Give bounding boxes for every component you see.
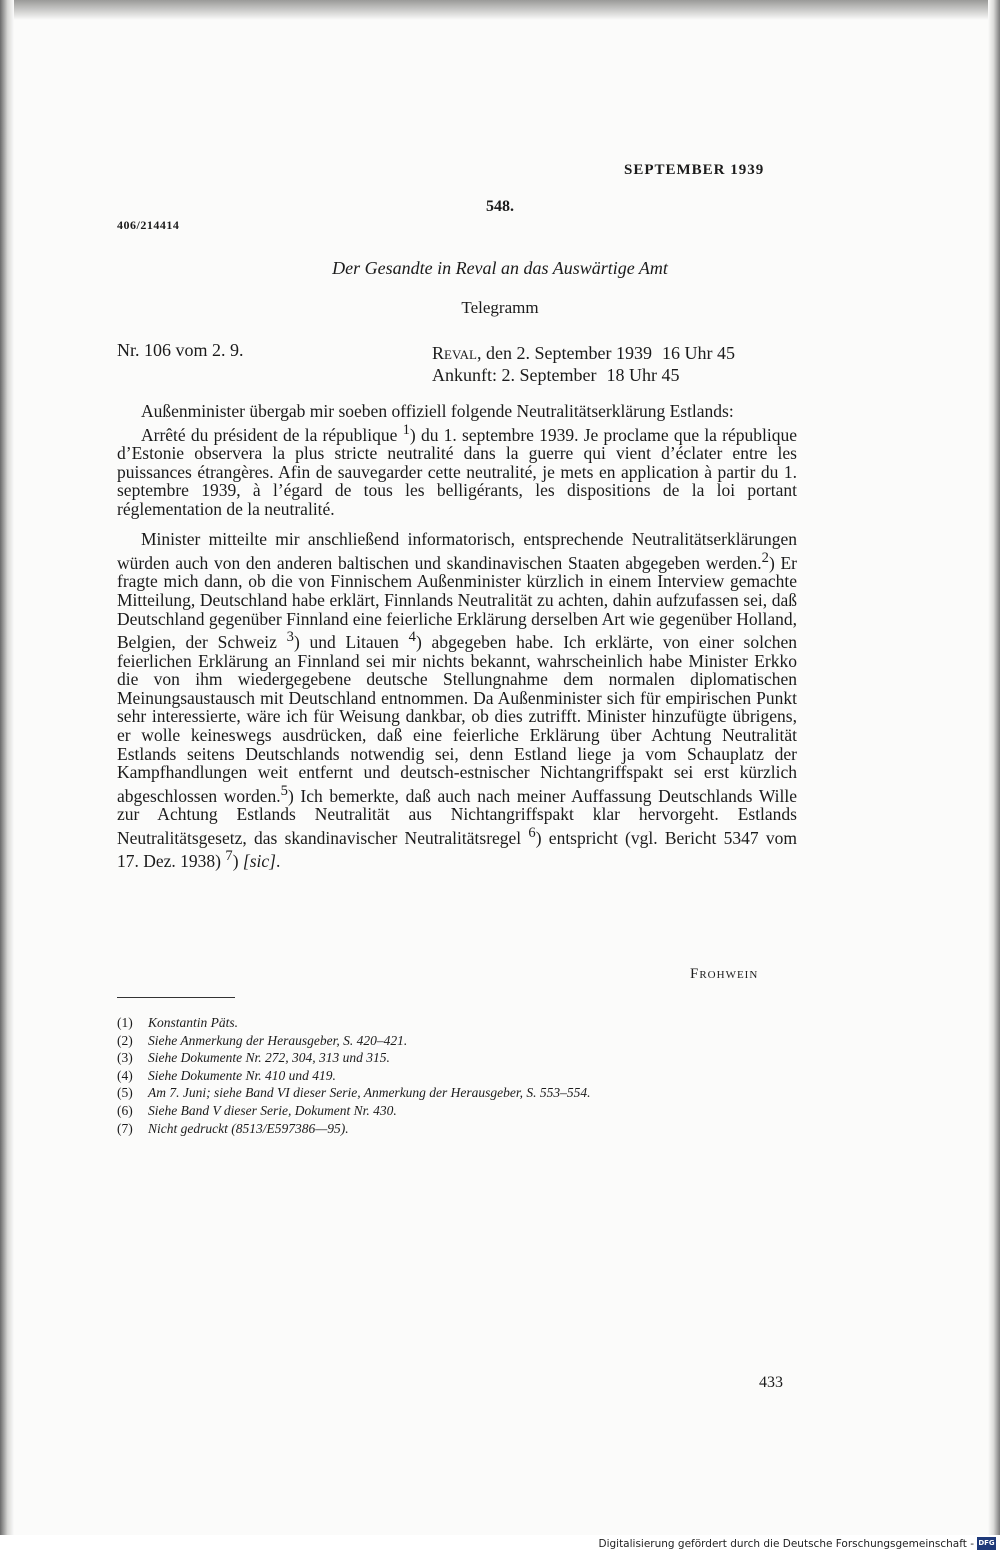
footnote-ref-5: 5 [280, 782, 288, 799]
telegram-number: Nr. 106 vom 2. 9. [117, 340, 244, 360]
dfg-logo-label: DFG [978, 1539, 995, 1547]
paragraph-3-end: . [275, 851, 281, 872]
sent-line [432, 342, 735, 364]
telegram-body [117, 402, 797, 871]
footnote-text: Konstantin Päts. [148, 1015, 239, 1030]
page-number: 433 [759, 1374, 783, 1391]
document-type: Telegramm [461, 298, 539, 317]
footnote-mark: (7) [117, 1120, 133, 1136]
footnote-mark: (3) [117, 1050, 133, 1066]
paragraph-1: Außenminister übergab mir soeben offiziell folgende Neutralitätserklärung Estlands: [141, 401, 734, 421]
scan-shadow-left [0, 0, 14, 1554]
footnote-mark: (2) [117, 1032, 133, 1048]
footnote-divider [117, 997, 235, 998]
paragraph-3-part-f: ) entspricht (vgl. Bericht 5347 vom 17. Dez. 1938) [117, 827, 797, 872]
paragraph-2-part-a: Arrêté du président de la république [141, 424, 403, 445]
footnote-2 [117, 1032, 817, 1050]
arrival-time: 18 Uhr 45 [606, 365, 680, 385]
footnote-ref-2: 2 [761, 549, 769, 566]
footnote-6 [117, 1102, 817, 1120]
footnote-1 [117, 1014, 817, 1032]
footnote-text: Am 7. Juni; siehe Band VI dieser Serie, Anmerkung der Herausgeber, S. 553–554. [148, 1085, 591, 1101]
sic-marker: [sic] [242, 851, 276, 872]
paragraph-3-part-d: ) abgegeben habe. Ich erklärte, von einer solchen feierlichen Erklärung an Finnland sei mir nichts bekannt, wahrscheinlich habe Minister Erkko die von ihm wiedergegebene deutsche Stellungnahme dem normalen diplomatischen Meinungsaustausch mit Deutschland entnommen. Da Außenminister sich für empirischen Punkt sehr interessierte, wäre ich für Weisung dankbar, ob dies zutrifft. Minister hinzufügte übrigens, er wolle keineswegs ausdrücken, daß eine feierliche Erklärung über Achtung Neutralität Estlands seitens Deutschlands notwendig sei, denn Estland liege ja vom Schauplatz der Kampfhandlungen weit entfernt und deutsch-estnischer Nichtangriffspakt sei erst kürzlich abgeschlossen worden. [117, 632, 797, 806]
sent-time: 16 Uhr 45 [661, 343, 735, 363]
footnote-7 [117, 1120, 817, 1138]
paragraph-2-french [117, 421, 797, 519]
paragraph-2-part-b: ) du 1. septembre 1939. Je proclame que la république d’Estonie observera la plus stricte neutralité dans la guerre qui vient d’éclater entre les puissances étrangères. Afin de sauvegarder cette neutralité, je mets en application à partir du 1. septembre 1939, à l’égard de tous les belligérants, les dispositions de la loi portant réglementation de la neutralité. [117, 424, 797, 519]
footnotes [117, 1014, 817, 1137]
footnote-text: Siehe Anmerkung der Herausgeber, S. 420–421. [148, 1032, 408, 1048]
sent-date: , den 2. September 1939 [477, 343, 652, 363]
paragraph-3 [117, 530, 797, 870]
paragraph-3-part-a: Minister mitteilte mir anschließend informatorisch, entsprechende Neutralitätserklärungen würden auch von den anderen baltischen und skandinavischen Staaten abgegeben werden. [117, 529, 797, 573]
footnote-text: Nicht gedruckt (8513/E597386—95). [148, 1120, 349, 1136]
paragraph-3-part-e: ) Ich bemerkte, daß auch nach meiner Auffassung Deutschlands Wille zur Achtung Estlands Neutralität aus Nichtangriffspakt klar hervorgeht. Estlands Neutralitätsgesetz, das skandinavischer Neutralitätsregel [117, 785, 797, 848]
footnote-ref-3: 3 [286, 629, 294, 646]
telegram-dispatch-info [432, 342, 735, 386]
footer-credit: Digitalisierung gefördert durch die Deutsche Forschungsgemeinschaft - [598, 1538, 974, 1550]
paragraph-3-part-b: ) Er fragte mich dann, ob die von Finnischem Außenminister kürzlich in einem Interview gemachte Mitteilung, Deutschland habe erklärt, Finnlands Neutralität zu achten, dahin aufzufassen sei, daß Deutschland gegenüber Finnland eine feierliche Erklärung derselben Art wie gegenüber Holland, Belgien, der Schweiz [117, 552, 797, 653]
archive-reference: 406/214414 [117, 218, 180, 232]
document-title: Der Gesandte in Reval an das Auswärtige Amt [332, 258, 668, 278]
paragraph-3-part-c: ) und Litauen [293, 632, 409, 653]
footnote-5 [117, 1084, 817, 1102]
footnote-mark: (5) [117, 1085, 133, 1101]
footnote-ref-4: 4 [408, 629, 416, 646]
document-number: 548. [486, 198, 514, 215]
running-header-date: SEPTEMBER 1939 [624, 162, 765, 178]
footnote-ref-6: 6 [528, 824, 536, 841]
footnote-mark: (6) [117, 1102, 133, 1118]
arrival-line [432, 364, 735, 386]
footnote-ref-7: 7 [225, 848, 233, 865]
dfg-logo-icon [977, 1537, 996, 1550]
footnote-text: Siehe Dokumente Nr. 272, 304, 313 und 315. [148, 1050, 390, 1066]
footnote-mark: (4) [117, 1067, 133, 1083]
arrival-date: Ankunft: 2. September [432, 365, 597, 385]
footnote-text: Siehe Band V dieser Serie, Dokument Nr. 430. [148, 1102, 397, 1118]
sent-place: Reval [432, 343, 477, 363]
footnote-mark: (1) [117, 1015, 133, 1030]
footnote-3 [117, 1049, 817, 1067]
signature: Frohwein [690, 966, 759, 982]
scan-shadow-top [0, 0, 1000, 20]
footnote-ref-1: 1 [402, 421, 410, 438]
scan-shadow-right [988, 0, 1000, 1554]
paragraph-3-part-g: ) [232, 851, 239, 872]
footnote-text: Siehe Dokumente Nr. 410 und 419. [148, 1067, 336, 1083]
footnote-4 [117, 1067, 817, 1085]
